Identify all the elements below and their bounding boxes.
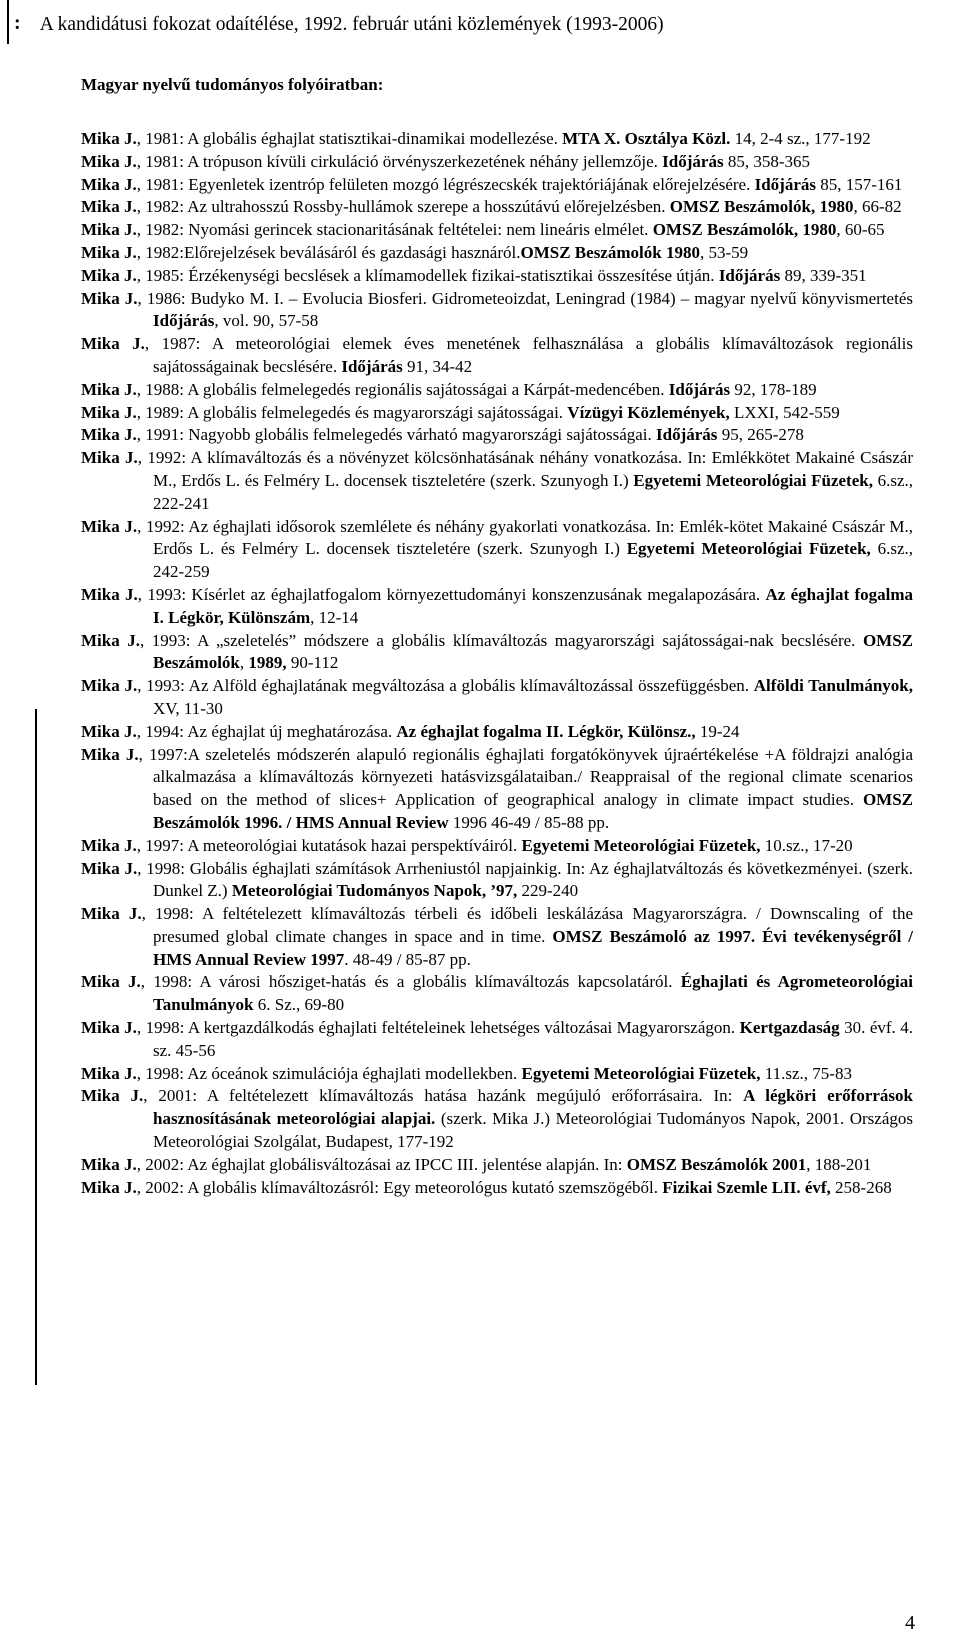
change-bar: [35, 709, 37, 1385]
text-segment: 6.sz., 222-241: [153, 470, 913, 513]
publication-entry: [81, 1177, 913, 1200]
bold-segment: Egyetemi Meteorológiai Füzetek,: [521, 1063, 761, 1083]
bold-segment: Mika J.: [81, 1018, 137, 1038]
text-segment: 6.sz., 242-259: [153, 539, 913, 582]
bold-segment: Időjárás: [754, 174, 816, 194]
publication-entry: [81, 379, 913, 402]
bold-segment: Mika J.: [81, 904, 142, 924]
publication-entry: [81, 128, 913, 151]
text-segment: , 1993: Az Alföld éghajlatának megváltozása a globális klímaváltozással összefüggésben.: [137, 676, 754, 696]
text-segment: 91, 34-42: [402, 356, 473, 376]
publication-entry: [81, 903, 913, 971]
text-segment: 19-24: [695, 721, 740, 741]
text-segment: , 60-65: [836, 220, 885, 240]
text-segment: , 1981: A globális éghajlat statisztikai-dinamikai modellezése.: [136, 129, 563, 148]
text-segment: , 1998: A feltételezett klímaváltozás térbeli és időbeli leskálázása Magyarországra. / Downscaling of the presumed global climate changes in space and in time.: [141, 904, 914, 946]
bold-segment: Mika J.: [81, 1154, 137, 1174]
bold-segment: Mika J.: [81, 972, 141, 992]
bold-segment: Mika J.: [81, 265, 137, 285]
bold-segment: Egyetemi Meteorológiai Füzetek,: [633, 470, 873, 490]
text-segment: 95, 265-278: [717, 425, 804, 445]
text-segment: 14, 2-4 sz., 177-192: [730, 129, 871, 148]
bold-segment: OMSZ Beszámolók,: [669, 197, 816, 217]
publication-entry: [81, 858, 913, 904]
publication-entry: [81, 265, 913, 288]
bold-segment: Mika J.: [81, 288, 138, 308]
publication-entry: [81, 424, 913, 447]
text-segment: , 66-82: [853, 197, 902, 217]
text-segment: 30. évf. 4. sz. 45-56: [153, 1018, 913, 1060]
text-segment: 229-240: [517, 881, 579, 901]
text-segment: , 1987: A meteorológiai elemek éves menetének felhasználása a globális klímaváltozások regionális sajátosságainak becslésére.: [144, 334, 913, 376]
bold-segment: Alföldi Tanulmányok,: [753, 676, 913, 696]
text-segment: 89, 339-351: [780, 265, 867, 285]
text-segment: 1996 46-49 / 85-88 pp.: [448, 812, 610, 832]
text-segment: , 1998: A kertgazdálkodás éghajlati feltételeinek lehetséges változásai Magyarországon.: [136, 1018, 740, 1038]
bold-segment: 1989,: [248, 653, 287, 673]
publication-entry: [81, 288, 913, 334]
publication-entry: [81, 333, 913, 379]
text-segment: , 1989: A globális felmelegedés és magyarországi sajátosságai.: [136, 402, 568, 422]
bold-segment: Mika J.: [81, 835, 137, 855]
publication-entry: [81, 516, 913, 584]
bold-segment: Mika J.: [81, 448, 138, 468]
bold-segment: Időjárás: [656, 425, 718, 445]
bold-segment: Mika J.: [81, 630, 141, 650]
publication-entry: [81, 219, 913, 242]
text-segment: , 1988: A globális felmelegedés regionális sajátosságai a Kárpát-medencében.: [136, 379, 669, 399]
bold-segment: MTA X. Osztálya Közl.: [562, 129, 731, 148]
publication-entry: [81, 151, 913, 174]
publication-entry: [81, 835, 913, 858]
publication-entry: [81, 447, 913, 515]
text-segment: , 1997:A szeletelés módszerén alapuló regionális éghajlati forgatókönyvek újraértékelése +A földrajzi analógia alkalmazása a klímaváltozás környezeti hatásvizsgálataiban./ Reappraisal of the regional climate scenarios based on the method of slices+ Application of geographical analogy in climate impact studies.: [138, 744, 913, 810]
text-segment: 11.sz., 75-83: [760, 1063, 852, 1083]
publication-entry: [81, 1085, 913, 1153]
bold-segment: Időjárás: [668, 379, 731, 399]
bold-segment: Időjárás: [153, 311, 215, 331]
bold-segment: Meteorológiai Tudományos Napok, ’97,: [231, 881, 518, 901]
publication-entry: [81, 242, 913, 265]
text-segment: , 1993: Kísérlet az éghajlatfogalom környezettudományi konszenzusának megalapozására.: [137, 584, 766, 604]
text-segment: LXXI, 542-559: [729, 402, 840, 422]
text-segment: , 1998: Globális éghajlati számítások Arrheniustól napjainkig. In: Az éghajlatváltozás és következményei. (szerk. Dunkel Z.): [137, 858, 913, 901]
text-segment: , 1982: Nyomási gerincek stacionaritásának feltételei: nem lineáris elmélet.: [136, 220, 653, 240]
bold-segment: Éghajlati és Agrometeorológiai Tanulmányok: [153, 972, 913, 1015]
publication-list: [81, 128, 913, 1199]
publication-entry: [81, 584, 913, 630]
bold-segment: Mika J.: [81, 516, 138, 536]
bold-segment: Mika J.: [81, 220, 137, 240]
bold-segment: Vízügyi Közlemények,: [567, 402, 730, 422]
text-segment: , vol. 90, 57-58: [214, 311, 319, 331]
bold-segment: OMSZ Beszámolók: [153, 630, 913, 673]
text-segment: , 1993: A „szeletelés” módszere a globális klímaváltozás magyarországi sajátosságai-nak becslésére.: [140, 630, 863, 650]
page-number: 4: [905, 1612, 915, 1634]
text-segment: , 1992: Az éghajlati idősorok szemlélete és néhány gyakorlati vonatkozása. In: Emlék-kötet Makainé Császár M., Erdős L. és Felméry L. docensek tiszteletére (szerk. Szunyogh I.): [137, 516, 914, 559]
bold-segment: Időjárás: [718, 265, 781, 285]
bold-segment: Mika J.: [81, 425, 137, 445]
text-segment: , 1991: Nagyobb globális felmelegedés várható magyarországi sajátosságai.: [136, 425, 657, 445]
bold-segment: Az éghajlat fogalma I. Légkör, Különszám: [153, 584, 913, 627]
bold-segment: Mika J.: [81, 1177, 137, 1197]
text-segment: , 1982: Az ultrahosszú Rossby-hullámok szerepe a hosszútávú előrejelzésben.: [136, 197, 670, 217]
bold-segment: Mika J.: [81, 334, 145, 354]
publication-entry: [81, 174, 913, 197]
publication-entry: [81, 1017, 913, 1063]
left-margin-rule: [7, 0, 9, 44]
bold-segment: OMSZ Beszámolók 2001: [626, 1154, 807, 1174]
bold-segment: Kertgazdaság: [739, 1018, 840, 1038]
text-segment: 85, 358-365: [723, 151, 810, 171]
text-segment: , 2002: A globális klímaváltozásról: Egy meteorológus kutató szemszögéből.: [136, 1177, 663, 1197]
text-segment: , 188-201: [806, 1154, 872, 1174]
text-segment: , 12-14: [310, 607, 359, 627]
text-segment: , 1998: A városi hősziget-hatás és a globális klímaváltozás kapcsolatáról.: [140, 972, 681, 992]
text-segment: , 2002: Az éghajlat globálisváltozásai az IPCC III. jelentése alapján. In:: [136, 1154, 627, 1174]
bold-segment: 1980: [802, 220, 837, 240]
bold-segment: Mika J.: [81, 584, 138, 604]
bold-segment: Mika J.: [81, 197, 137, 217]
text-segment: , 1982:Előrejelzések beválásáról és gazdasági hasznáról.: [136, 242, 521, 262]
publication-entry: [81, 971, 913, 1017]
bold-segment: Mika J.: [81, 744, 139, 764]
bold-segment: 1980: [819, 197, 854, 217]
bold-segment: Mika J.: [81, 1063, 137, 1083]
text-segment: , 1997: A meteorológiai kutatások hazai perspektíváiról.: [136, 835, 522, 855]
text-segment: , 53-59: [699, 242, 749, 262]
text-segment: 85, 157-161: [816, 174, 903, 194]
bold-segment: Mika J.: [81, 151, 137, 171]
text-segment: , 1992: A klímaváltozás és a növényzet kölcsönhatásának néhány vonatkozása. In: Emlékkötet Makainé Császár M., Erdős L. és Felméry L. docensek tiszteletére (szerk. Szunyogh I.): [137, 448, 913, 490]
bold-segment: Mika J.: [81, 721, 137, 741]
bold-segment: Mika J.: [81, 402, 137, 422]
text-segment: , 1981: Egyenletek izentróp felületen mozgó légrészecskék trajektóriájának előrejelzésére.: [136, 174, 755, 194]
text-segment: 258-268: [830, 1177, 892, 1197]
text-segment: , 2001: A feltételezett klímaváltozás hatása hazánk megújuló erőforrásaira. In:: [143, 1086, 744, 1106]
text-segment: ,: [239, 653, 249, 673]
text-segment: , 1994: Az éghajlat új meghatározása.: [136, 721, 397, 741]
heading-text: A kandidátusi fokozat odaítélése, 1992. február utáni közlemények (1993-2006): [39, 14, 664, 35]
text-segment: 92, 178-189: [730, 379, 817, 399]
page-heading: [30, 14, 664, 36]
heading-colon: :: [14, 12, 21, 34]
bold-segment: Egyetemi Meteorológiai Füzetek,: [521, 835, 761, 855]
text-segment: 6. Sz., 69-80: [253, 995, 345, 1015]
bold-segment: Mika J.: [81, 174, 137, 194]
bold-segment: Mika J.: [81, 1086, 144, 1106]
text-segment: , 1985: Érzékenységi becslések a klímamodellek fizikai-statisztikai összesítése útján.: [136, 265, 719, 285]
text-segment: (szerk. Mika J.) Meteorológiai Tudományos Napok, 2001. Országos Meteorológiai Szolgálat, Budapest, 177-192: [153, 1109, 913, 1152]
publication-entry: [81, 1154, 913, 1177]
bold-segment: Fizikai Szemle LII. évf,: [662, 1177, 831, 1197]
bold-segment: Időjárás: [341, 356, 403, 376]
text-segment: , 1998: Az óceánok szimulációja éghajlati modellekben.: [136, 1063, 522, 1083]
text-segment: . 48-49 / 85-87 pp.: [344, 949, 471, 969]
bold-segment: OMSZ Beszámolók,: [652, 220, 799, 240]
bold-segment: Mika J.: [81, 676, 138, 696]
publication-entry: [81, 1063, 913, 1086]
bold-segment: OMSZ Beszámoló az 1997. Évi tevékenységről / HMS Annual Review 1997: [153, 926, 913, 969]
text-segment: , 1981: A trópuson kívüli cirkuláció örvényszerkezetének néhány jellemzője.: [136, 151, 663, 171]
bold-segment: Mika J.: [81, 129, 137, 148]
text-segment: 90-112: [286, 653, 339, 673]
publication-entry: [81, 721, 913, 744]
bold-segment: Az éghajlat fogalma II. Légkör, Különsz.,: [396, 721, 696, 741]
text-segment: XV, 11-30: [153, 698, 223, 718]
bold-segment: Egyetemi Meteorológiai Füzetek,: [626, 539, 871, 559]
publication-entry: [81, 630, 913, 676]
publication-entry: [81, 744, 913, 835]
publication-entry: [81, 402, 913, 425]
text-segment: 10.sz., 17-20: [760, 835, 853, 855]
bold-segment: Mika J.: [81, 379, 137, 399]
publication-entry: [81, 675, 913, 721]
text-segment: , 1986: Budyko M. I. – Evolucia Biosferi. Gidrometeoizdat, Leningrad (1984) – magyar nyelvű könyvismertetés: [137, 288, 913, 308]
bold-segment: Mika J.: [81, 242, 137, 262]
bold-segment: OMSZ Beszámolók 1980: [520, 242, 700, 262]
section-title: Magyar nyelvű tudományos folyóiratban:: [81, 75, 384, 94]
publication-entry: [81, 196, 913, 219]
bold-segment: Mika J.: [81, 858, 138, 878]
bold-segment: OMSZ Beszámolók 1996. / HMS Annual Review: [153, 790, 913, 832]
bold-segment: Időjárás: [662, 151, 724, 171]
bold-segment: A légköri erőforrások hasznosításának meteorológiai alapjai.: [153, 1086, 913, 1129]
